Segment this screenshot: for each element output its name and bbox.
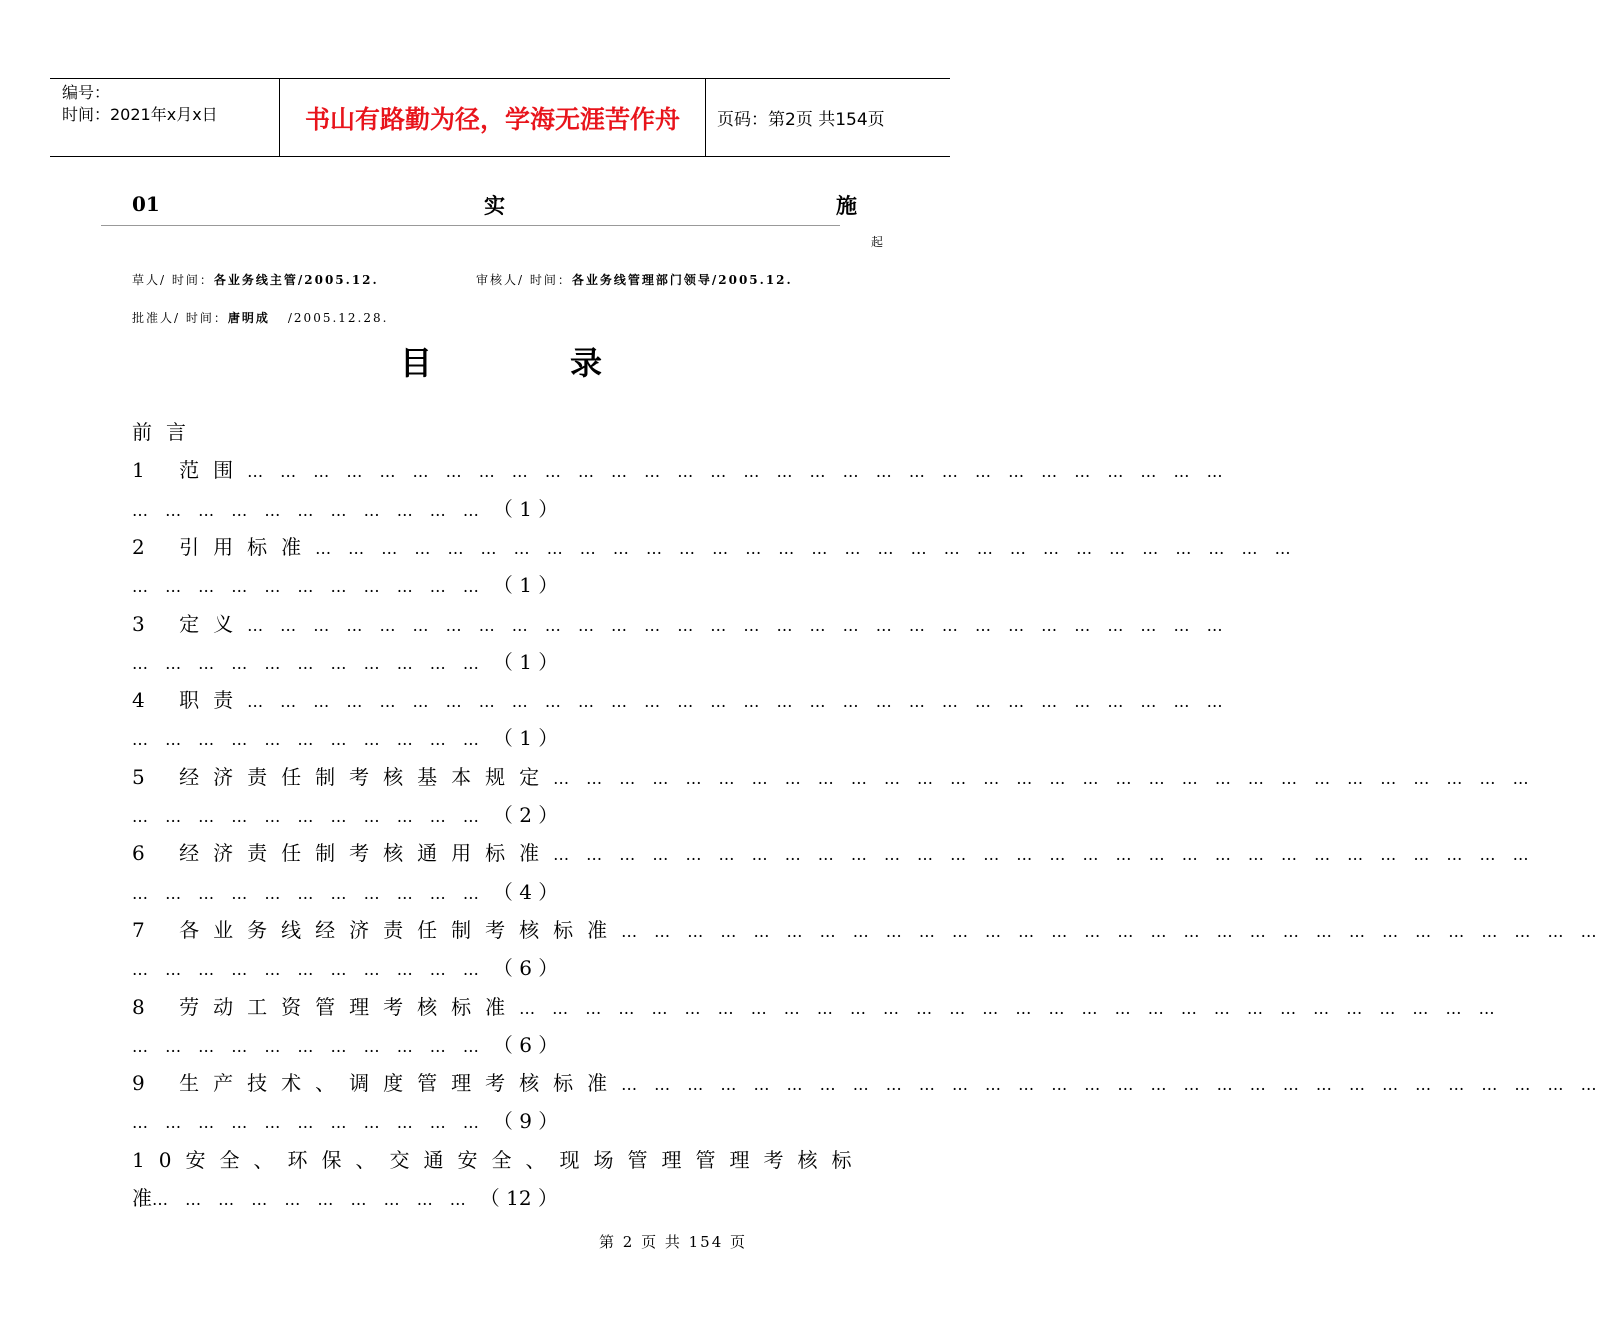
drafter-line — [132, 271, 379, 288]
approver-name: 唐明成 — [227, 311, 270, 325]
title-char-middle: 实 — [484, 193, 505, 218]
toc-entry-label: 6 经济责任制考核通用标准 — [132, 841, 554, 866]
toc-entry-label: 4 职责 — [132, 688, 248, 713]
toc-entry-label: 3 定义 — [132, 611, 248, 636]
time-label: 时间：2021年x月x日 — [62, 105, 218, 124]
toc-entry-page: （ 1 ） — [492, 726, 559, 751]
reviewer-label: 审核人/ 时间： — [476, 273, 572, 287]
toc-leader-dots: … … … … … … … … … … … — [132, 883, 485, 903]
header-slogan: 书山有路勤为径，学海无涯苦作舟 — [280, 79, 706, 156]
toc-entry-4 — [132, 684, 1229, 716]
toc-entry-1-page-line — [132, 493, 860, 525]
toc-entry-page: （ 1 ） — [492, 573, 559, 598]
toc-leader-dots: … … … … … … … … … … … … … … … … … … … … … … … … … … … … … … — [247, 462, 1229, 482]
toc-entry-9-page-line — [132, 1105, 860, 1137]
toc-leader-dots: … … … … … … … … … … … … … … … … … … … … … … … … … … … … … … — [247, 615, 1229, 635]
toc-entry-page: （ 1 ） — [492, 496, 559, 521]
toc-entry-10 — [132, 1144, 866, 1176]
toc-entry-label: 8 劳动工资管理考核标准 — [132, 994, 520, 1019]
toc-entry-label: 7 各业务线经济责任制考核标准 — [132, 917, 622, 942]
toc-title-char-1: 目 — [400, 344, 433, 382]
toc-entry-6 — [132, 837, 1535, 869]
toc-leader-dots: … … … … … … … … … … … — [132, 653, 485, 673]
toc-entry-6-page-line — [132, 876, 860, 908]
toc-entry-8-page-line — [132, 1029, 860, 1061]
toc-entry-3-page-line — [132, 646, 860, 678]
toc-leader-dots: … … … … … … … … … … … — [132, 577, 485, 597]
toc-entry-1 — [132, 454, 1229, 486]
toc-preface: 前言 — [132, 420, 200, 444]
toc-entry-10-page-line — [132, 1182, 860, 1214]
toc-entry-label: 9 生产技术、调度管理考核标准 — [132, 1071, 622, 1096]
title-char-right: 施 — [836, 193, 857, 218]
toc-entry-5 — [132, 761, 1535, 793]
title-char-below: 起 — [871, 235, 884, 249]
toc-entry-page: （ 12 ） — [479, 1186, 558, 1210]
toc-leader-dots: … … … … … … … … … … … … … … … … … … … … … … … … … … … … … … — [247, 692, 1229, 712]
header-page-info: 页码：第2页 共154页 — [717, 110, 885, 130]
approver-line — [132, 309, 388, 326]
toc-entry-page: （ 4 ） — [492, 879, 559, 904]
toc-title-char-2: 录 — [570, 344, 603, 382]
number-label: 编号： — [62, 83, 111, 102]
toc-leader-dots: … … … … … … … … … … … … … … … … … … … … … … … … … … … … … … — [553, 845, 1535, 865]
toc-entry-label: 1 范围 — [132, 458, 248, 483]
toc-leader-dots: … … … … … … … … … … … … … … … … … … … … … … … … … … … … … … — [621, 921, 1603, 941]
toc-entry-7 — [132, 914, 1603, 946]
toc-leader-dots: … … … … … … … … … … … … … … … … … … … … … … … … … … … … … … — [553, 768, 1535, 788]
approver-label: 批准人/ 时间： — [132, 311, 228, 325]
toc-leader-dots: … … … … … … … … … … … … … … … … … … … … … … … … … … … … … … — [519, 998, 1501, 1018]
header-info-cell — [50, 79, 280, 156]
toc-entry-label: 2 引用标准 — [132, 534, 316, 559]
toc-leader-dots: … … … … … … … … … … … — [132, 500, 485, 520]
toc-entry-page: （ 2 ） — [492, 803, 559, 827]
drafter-label: 草人/ 时间： — [132, 273, 214, 287]
toc-entry-continuation: 准 — [132, 1186, 152, 1210]
toc-entry-2 — [132, 531, 1297, 563]
drafter-value: 各业务线主管/2005.12. — [213, 273, 379, 287]
approver-date: /2005.12.28. — [287, 311, 389, 325]
toc-leader-dots: … … … … … … … … … … — [152, 1190, 472, 1209]
toc-entry-label: 10安全、环保、交通安全、现场管理管理考核标 — [132, 1147, 866, 1172]
toc-entry-2-page-line — [132, 569, 860, 601]
toc-title — [400, 338, 602, 384]
toc-entry-9 — [132, 1067, 1603, 1099]
toc-entry-page: （ 1 ） — [492, 649, 559, 674]
toc-leader-dots: … … … … … … … … … … … … … … … … … … … … … … … … … … … … … … — [621, 1075, 1603, 1095]
title-divider — [101, 225, 840, 226]
toc-leader-dots: … … … … … … … … … … … — [132, 960, 485, 980]
page-footer: 第 2 页 共 154 页 — [599, 1233, 748, 1251]
toc-leader-dots: … … … … … … … … … … … — [132, 807, 485, 826]
toc-leader-dots: … … … … … … … … … … … … … … … … … … … … … … … … … … … … … … — [315, 538, 1297, 558]
toc-entry-label: 5 经济责任制考核基本规定 — [132, 764, 554, 789]
toc-entry-page: （ 9 ） — [492, 1109, 559, 1134]
toc-leader-dots: … … … … … … … … … … … — [132, 730, 485, 750]
toc-entry-page: （ 6 ） — [492, 956, 559, 981]
toc-entry-7-page-line — [132, 952, 860, 984]
reviewer-line — [476, 271, 793, 288]
toc-entry-4-page-line — [132, 722, 860, 754]
toc-leader-dots: … … … … … … … … … … … — [132, 1113, 485, 1133]
toc-entry-3 — [132, 608, 1229, 640]
doc-number: 01 — [132, 192, 160, 216]
page-header — [50, 78, 950, 157]
reviewer-value: 各业务线管理部门领导/2005.12. — [571, 273, 793, 287]
toc-leader-dots: … … … … … … … … … … … — [132, 1036, 485, 1056]
toc-entry-8 — [132, 991, 1501, 1023]
toc-entry-page: （ 6 ） — [492, 1032, 559, 1057]
toc-entry-5-page-line — [132, 799, 860, 831]
